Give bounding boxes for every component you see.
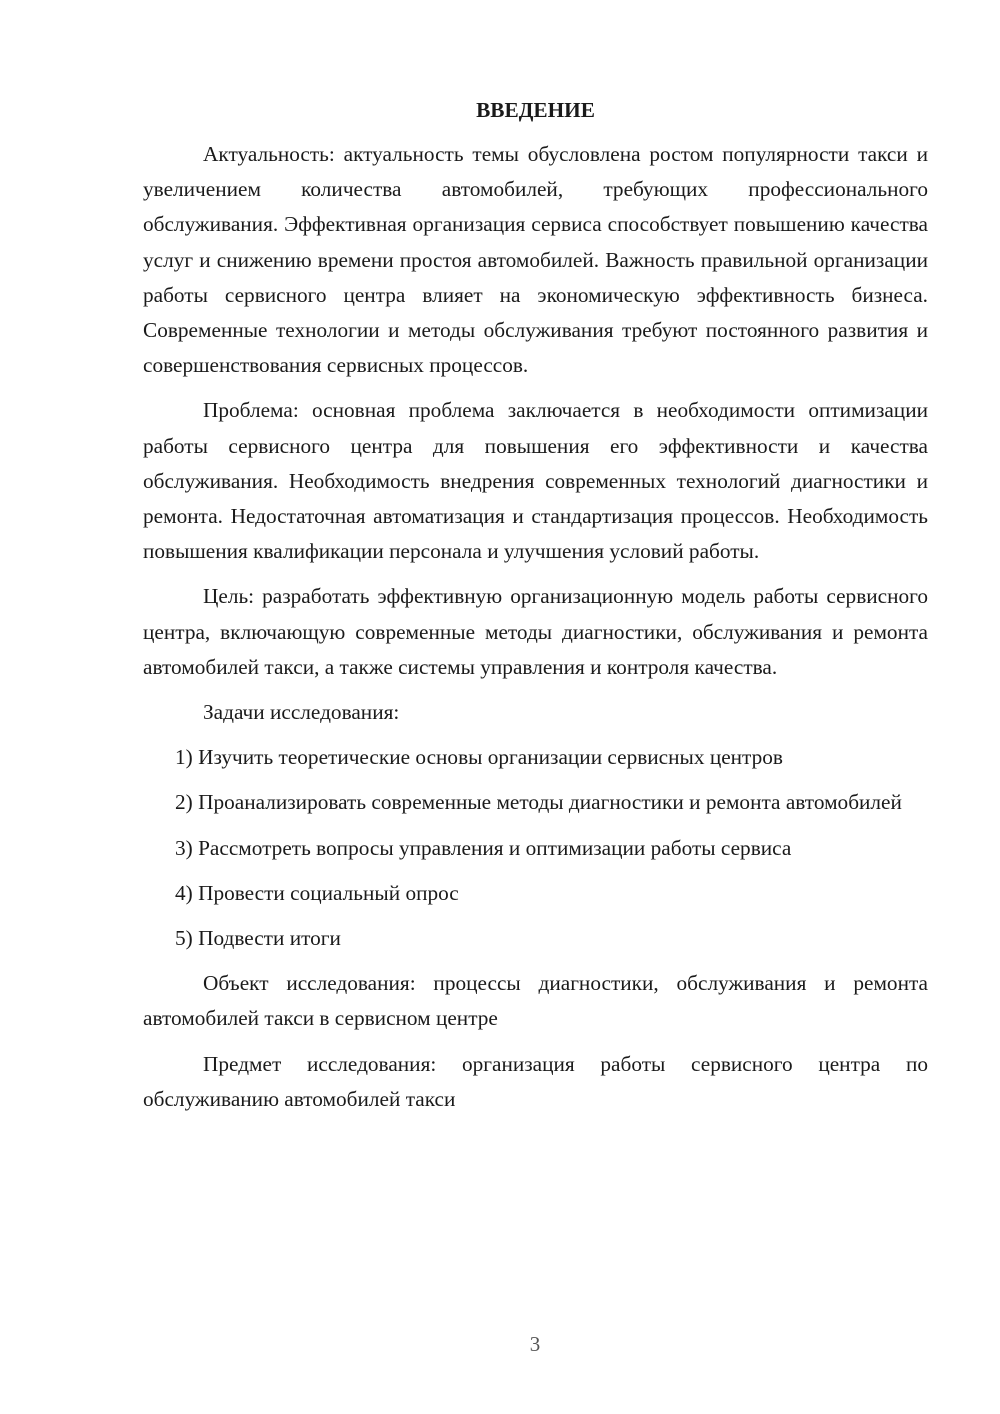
page-number: 3 bbox=[529, 1332, 541, 1356]
task-item: 5) Подвести итоги bbox=[175, 926, 341, 951]
relevance-paragraph: Актуальность: актуальность темы обусловлена ростом популярности такси и увеличением количества автомобилей, требующих профессионального обслуживания. Эффективная организация сервиса способствует повышению качества услуг и снижению времени простоя автомобилей. Важность правильной организации работы сервисного центра влияет на экономическую эффективность бизнеса. Современные технологии и методы обслуживания требуют постоянного развития и совершенствования сервисных процессов. bbox=[143, 142, 928, 378]
goal-paragraph: Цель: разработать эффективную организационную модель работы сервисного центра, включающую современные методы диагностики, обслуживания и ремонта автомобилей такси, а также системы управления и контроля качества. bbox=[143, 584, 928, 679]
page-title: ВВЕДЕНИЕ bbox=[476, 98, 595, 122]
research-object-paragraph: Объект исследования: процессы диагностики, обслуживания и ремонта автомобилей такси в сервисном центре bbox=[143, 971, 928, 1031]
task-item: 4) Провести социальный опрос bbox=[175, 880, 459, 905]
research-subject-paragraph: Предмет исследования: организация работы сервисного центра по обслуживанию автомобилей такси bbox=[143, 1051, 928, 1111]
problem-paragraph: Проблема: основная проблема заключается в необходимости оптимизации работы сервисного центра для повышения его эффективности и качества обслуживания. Необходимость внедрения современных технологий диагностики и ремонта. Недостаточная автоматизация и стандартизация процессов. Необходимость повышения квалификации персонала и улучшения условий работы. bbox=[143, 398, 928, 564]
tasks-title: Задачи исследования: bbox=[203, 700, 400, 725]
task-item: 1) Изучить теоретические основы организации сервисных центров bbox=[175, 745, 783, 770]
task-item: 2) Проанализировать современные методы диагностики и ремонта автомобилей bbox=[175, 790, 902, 815]
document-page bbox=[143, 95, 928, 1127]
task-item: 3) Рассмотреть вопросы управления и оптимизации работы сервиса bbox=[175, 835, 792, 860]
